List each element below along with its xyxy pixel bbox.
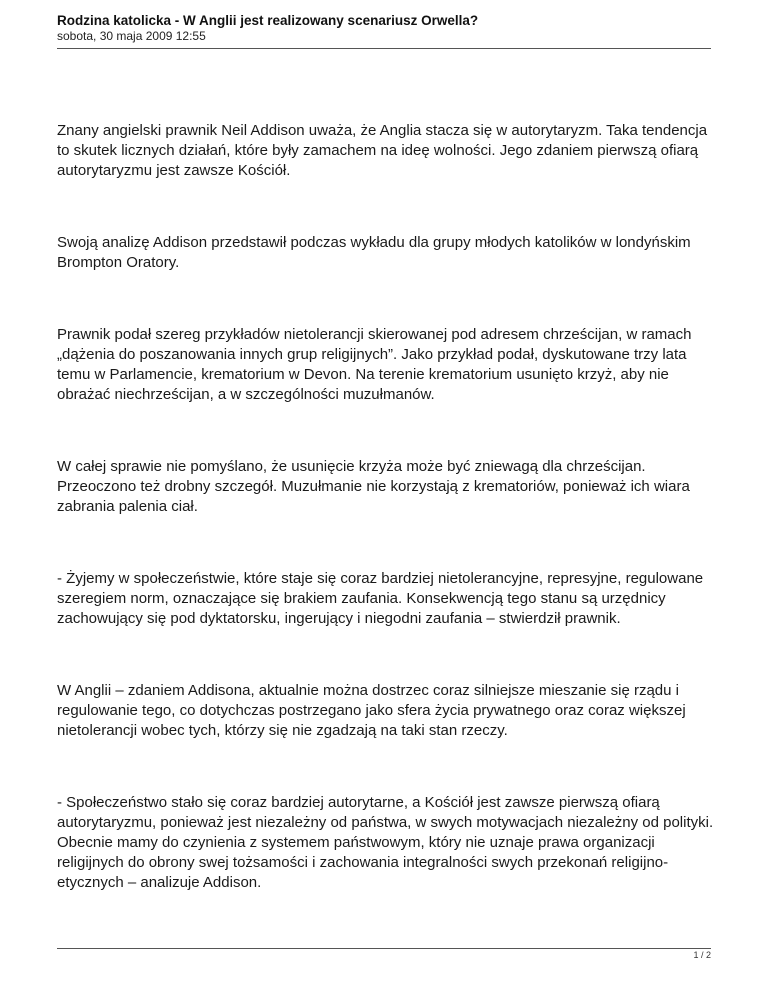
page-number: 1 / 2 [693,950,711,960]
article-body [57,121,717,893]
paragraph-1: Znany angielski prawnik Neil Addison uważa, że Anglia stacza się w autorytaryzm. Taka tendencja to skutek licznych działań, które były zamachem na ideę wolności. Jego zdaniem pierwszą ofiarą autorytaryzmu jest zawsze Kościół. [57,122,708,179]
footer-divider [57,948,711,949]
article-date: sobota, 30 maja 2009 12:55 [57,29,206,43]
paragraph-2: Swoją analizę Addison przedstawił podczas wykładu dla grupy młodych katolików w londyńskim Brompton Oratory. [57,234,691,271]
paragraph-7: - Społeczeństwo stało się coraz bardziej autorytarne, a Kościół jest zawsze pierwszą ofiarą autorytaryzmu, ponieważ jest niezależny od państwa, w swych motywacjach niezależny od polityki. Obecnie mamy do czynienia z systemem państwowym, który nie uznaje prawa organizacji religijnych do obrony swej tożsamości i zachowania integralności swych przekonań religijno-etycznych – analizuje Addison. [57,794,714,891]
paragraph-3: Prawnik podał szereg przykładów nietolerancji skierowanej pod adresem chrześcijan, w ramach „dążenia do poszanowania innych grup religijnych”. Jako przykład podał, dyskutowane trzy lata temu w Parlamencie, krematorium w Devon. Na terenie krematorium usunięto krzyż, aby nie obrażać niechrześcijan, a w szczególności muzułmanów. [57,326,692,403]
page-header [57,12,711,44]
paragraph-4: W całej sprawie nie pomyślano, że usunięcie krzyża może być zniewagą dla chrześcijan. Przeoczono też drobny szczegół. Muzułmanie nie korzystają z krematoriów, ponieważ ich wiara zabrania palenia ciał. [57,458,690,515]
article-title: Rodzina katolicka - W Anglii jest realizowany scenariusz Orwella? [57,13,479,28]
header-divider [57,48,711,49]
paragraph-6: W Anglii – zdaniem Addisona, aktualnie można dostrzec coraz silniejsze mieszanie się rządu i regulowanie tego, co dotychczas postrzegano jako sfera życia prywatnego oraz coraz większej nietolerancji wobec tych, którzy się nie zgadzają na taki stan rzeczy. [57,682,686,739]
paragraph-5: - Żyjemy w społeczeństwie, które staje się coraz bardziej nietolerancyjne, represyjne, regulowane szeregiem norm, oznaczające się brakiem zaufania. Konsekwencją tego stanu są urzędnicy zachowujący się pod dyktatorsku, ingerujący i niegodni zaufania – stwierdził prawnik. [57,570,704,627]
